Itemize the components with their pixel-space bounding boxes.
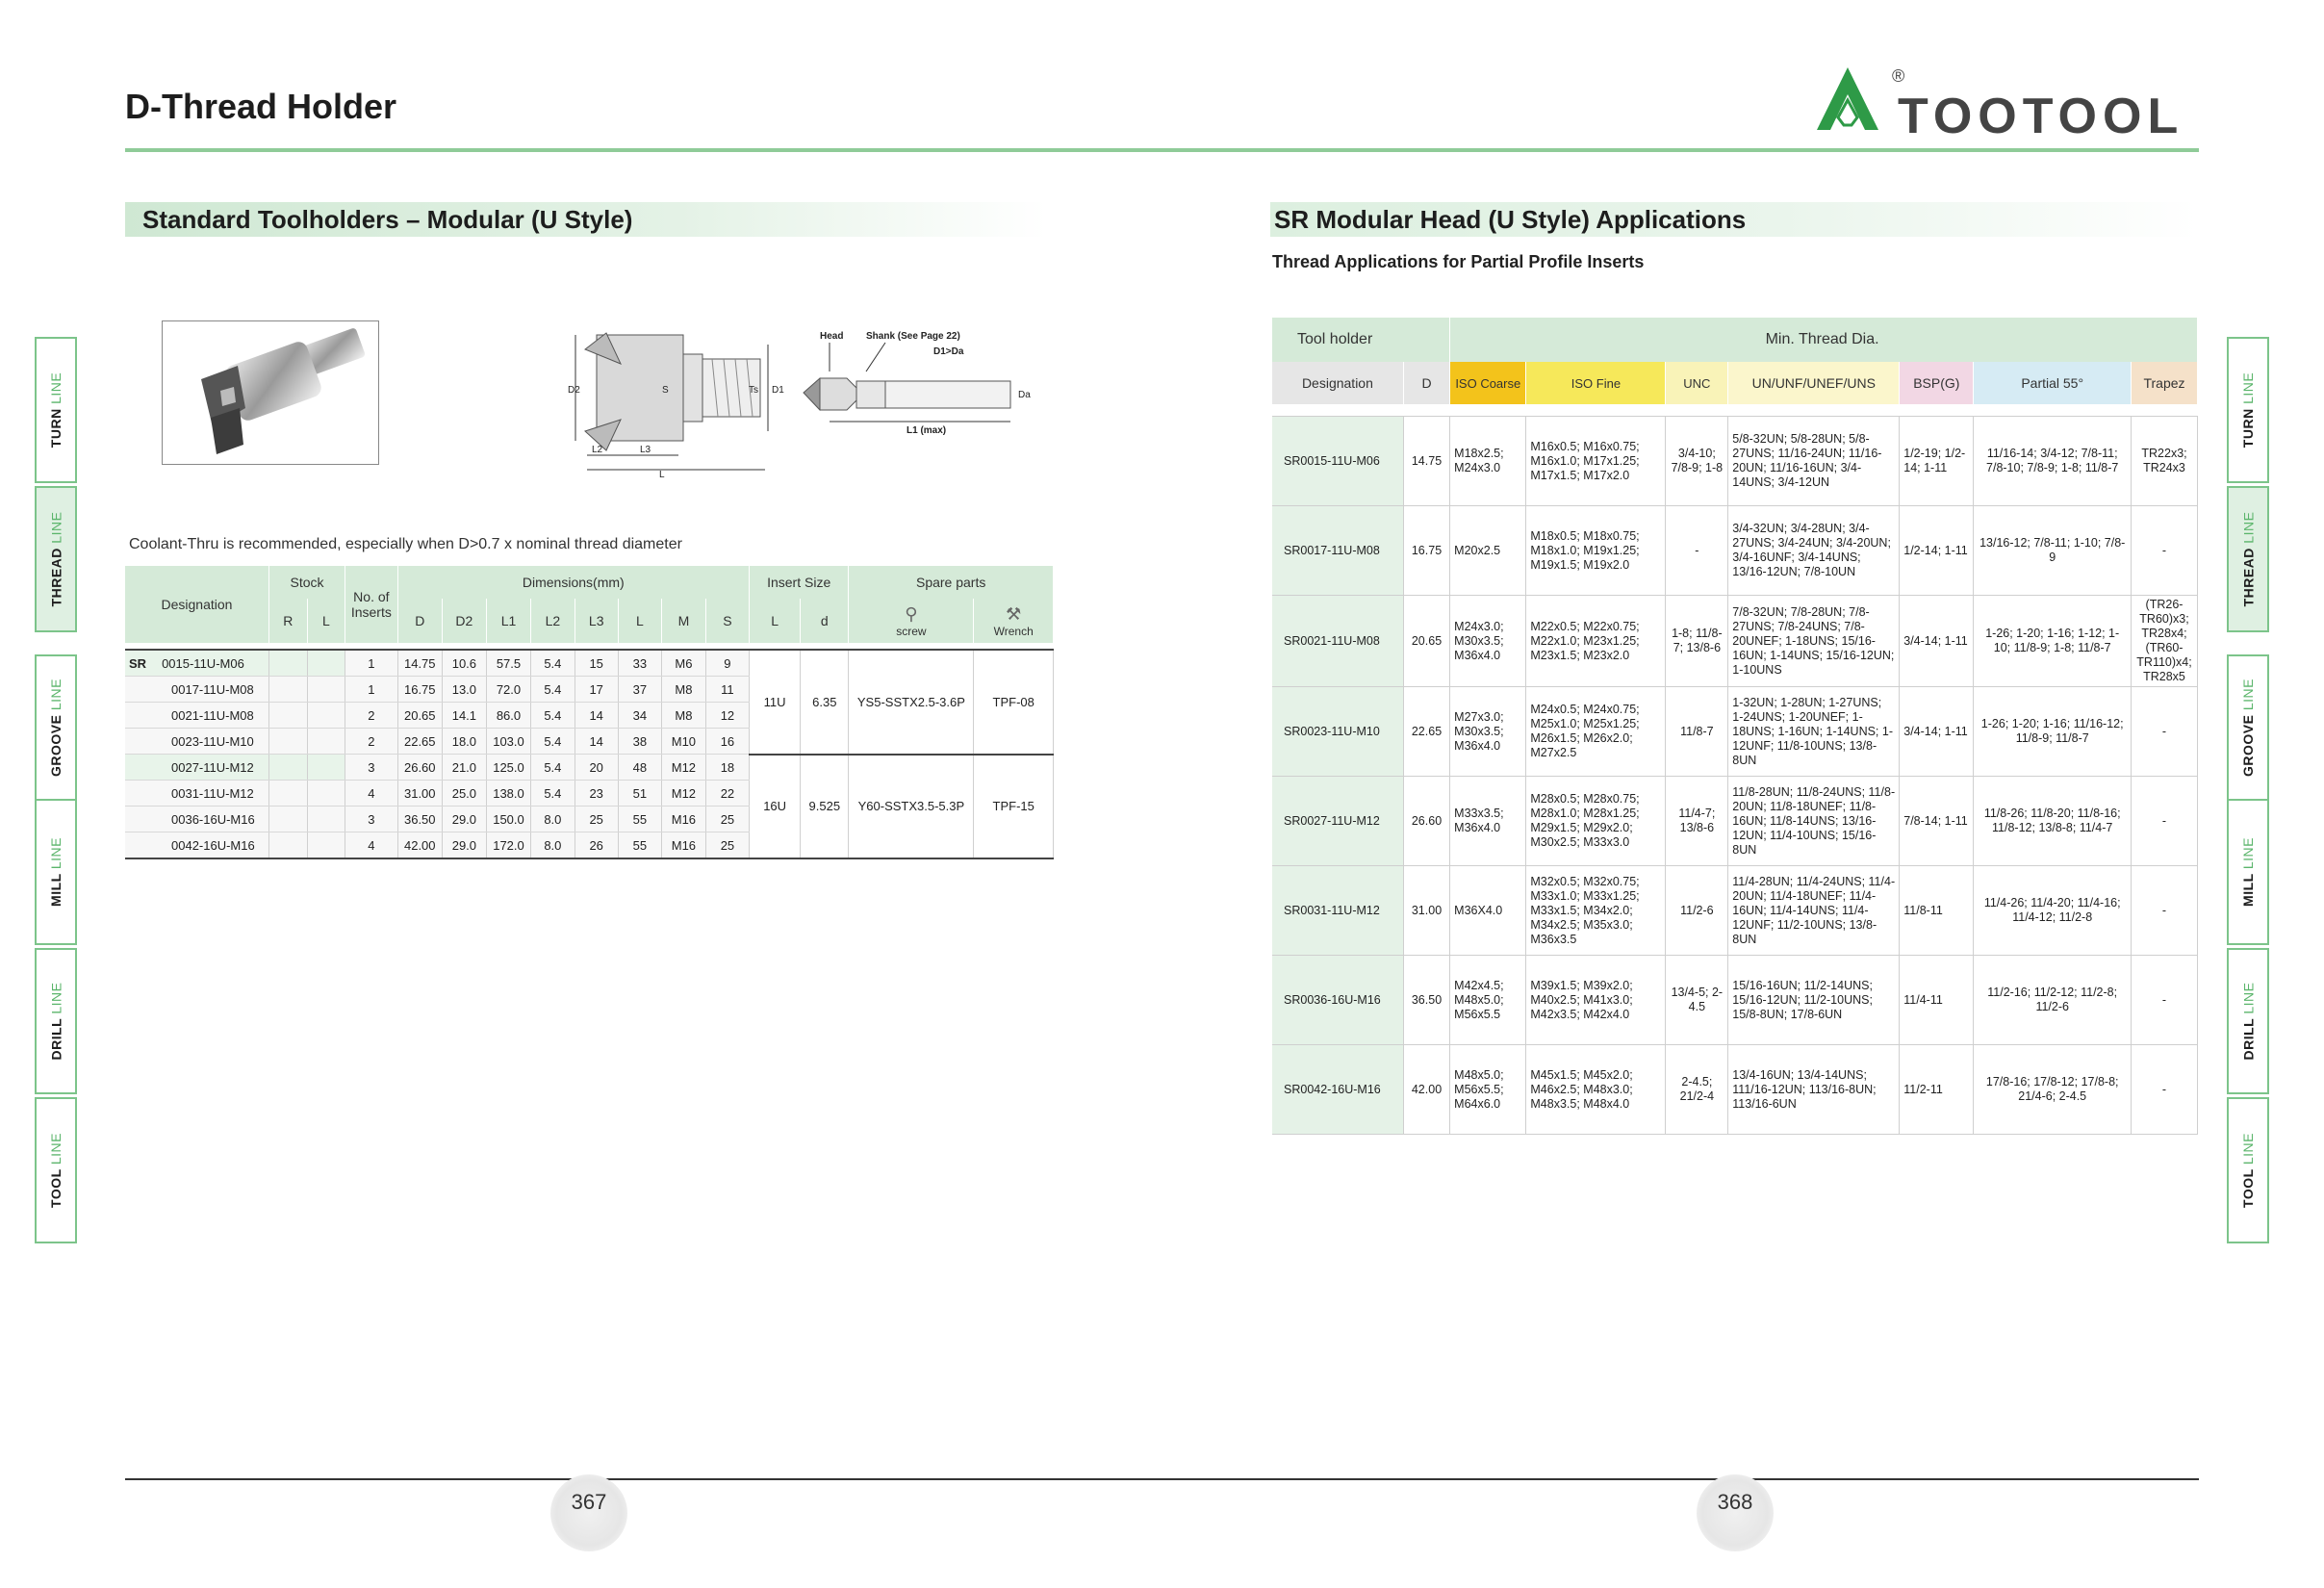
app-unc-cell: 11/4-7; 13/8-6 [1666, 777, 1728, 866]
app-fine-cell: M39x1.5; M39x2.0; M40x2.5; M41x3.0; M42x3.5; M42x4.0 [1526, 956, 1666, 1045]
app-fine-cell: M45x1.5; M45x2.0; M46x2.5; M48x3.0; M48x3.5; M48x4.0 [1526, 1045, 1666, 1135]
coolant-note: Coolant-Thru is recommended, especially when D>0.7 x nominal thread diameter [129, 536, 682, 552]
app-un-cell: 15/16-16UN; 11/2-14UNS; 15/16-12UN; 11/2-10UNS; 15/8-8UN; 17/8-6UN [1728, 956, 1900, 1045]
dim-cell: 18 [705, 755, 749, 781]
dim-cell: 31.00 [397, 781, 442, 807]
app-D-cell: 16.75 [1403, 506, 1449, 596]
wrench-icon: ⚒ [1006, 603, 1022, 624]
side-tab-mill[interactable]: MILL LINE [2227, 799, 2269, 945]
stock-l-cell [307, 781, 345, 807]
insert-l-cell: 11U [750, 650, 801, 755]
dim-cell: 10.6 [442, 650, 486, 677]
wrench-cell: TPF-08 [974, 650, 1054, 755]
col-app-designation: Designation [1272, 362, 1403, 404]
dim-cell: 14 [575, 703, 618, 729]
col-inserts: No. of Inserts [345, 566, 397, 643]
app-bsp-cell: 7/8-14; 1-11 [1900, 777, 1974, 866]
app-des-cell: SR0027-11U-M12 [1272, 777, 1403, 866]
dim-cell: 22.65 [397, 729, 442, 755]
designation-cell: 0042-16U-M16 [125, 832, 268, 859]
brand-logo [1809, 58, 2204, 149]
dim-cell: 25.0 [442, 781, 486, 807]
dim-cell: M10 [661, 729, 705, 755]
stock-l-cell [307, 677, 345, 703]
dim-cell: 20.65 [397, 703, 442, 729]
table-row [125, 755, 1054, 781]
dim-cell: 13.0 [442, 677, 486, 703]
dim-cell: 57.5 [486, 650, 530, 677]
app-trapez-cell: TR22x3; TR24x3 [2132, 417, 2198, 506]
svg-text:Da: Da [1018, 390, 1031, 400]
right-section-title: SR Modular Head (U Style) Applications [1270, 202, 2198, 237]
app-un-cell: 13/4-16UN; 13/4-14UNS; 111/16-12UN; 113/16-8UN; 113/16-6UN [1728, 1045, 1900, 1135]
svg-text:Head: Head [820, 331, 844, 342]
app-partial-cell: 11/8-26; 11/8-20; 11/8-16; 11/8-12; 13/8-8; 11/4-7 [1974, 777, 2132, 866]
toolholder-photo [162, 320, 379, 465]
dim-cell: 172.0 [486, 832, 530, 859]
inserts-cell: 1 [345, 650, 397, 677]
dim-cell: 5.4 [531, 703, 575, 729]
stock-r-cell [268, 729, 307, 755]
side-tab-groove[interactable]: GROOVE LINE [35, 654, 77, 801]
col-stock-l: L [307, 599, 345, 643]
app-unc-cell: 2-4.5; 21/2-4 [1666, 1045, 1728, 1135]
dim-cell: 5.4 [531, 781, 575, 807]
dim-cell: 34 [618, 703, 661, 729]
svg-text:Ts: Ts [749, 385, 758, 396]
dim-cell: 86.0 [486, 703, 530, 729]
col-toolholder: Tool holder [1272, 318, 1450, 362]
wrench-cell: TPF-15 [974, 755, 1054, 859]
dim-cell: 21.0 [442, 755, 486, 781]
col-insert-size: Insert Size [750, 566, 849, 599]
col-stock-r: R [268, 599, 307, 643]
col-dim-l: L [618, 599, 661, 643]
designation-cell: 0031-11U-M12 [125, 781, 268, 807]
col-spare-parts: Spare parts [849, 566, 1054, 599]
col-ins-d: d [801, 599, 849, 643]
side-tab-drill[interactable]: DRILL LINE [2227, 948, 2269, 1094]
table-row [1272, 596, 2198, 687]
app-bsp-cell: 3/4-14; 1-11 [1900, 687, 1974, 777]
svg-text:L1 (max): L1 (max) [907, 425, 947, 436]
col-dim-l2: L2 [531, 599, 575, 643]
inserts-cell: 1 [345, 677, 397, 703]
dim-cell: 20 [575, 755, 618, 781]
app-unc-cell: 3/4-10; 7/8-9; 1-8 [1666, 417, 1728, 506]
dim-cell: 72.0 [486, 677, 530, 703]
app-trapez-cell: (TR26-TR60)x3; TR28x4; (TR60-TR110)x4; TR28x5 [2132, 596, 2198, 687]
dim-cell: 25 [705, 807, 749, 832]
table-row [1272, 956, 2198, 1045]
svg-text:®: ® [1892, 66, 1905, 86]
screw-cell: Y60-SSTX3.5-5.3P [849, 755, 974, 859]
designation-cell: 0036-16U-M16 [125, 807, 268, 832]
dim-cell: M8 [661, 677, 705, 703]
side-tab-drill[interactable]: DRILL LINE [35, 948, 77, 1094]
app-trapez-cell: - [2132, 687, 2198, 777]
app-trapez-cell: - [2132, 956, 2198, 1045]
dim-cell: 29.0 [442, 807, 486, 832]
dim-cell: M16 [661, 807, 705, 832]
dim-cell: 18.0 [442, 729, 486, 755]
app-partial-cell: 1-26; 1-20; 1-16; 11/16-12; 11/8-9; 11/8-7 [1974, 687, 2132, 777]
footer-divider [125, 1478, 2199, 1480]
app-des-cell: SR0017-11U-M08 [1272, 506, 1403, 596]
app-partial-cell: 11/4-26; 11/4-20; 11/4-16; 11/4-12; 11/2-8 [1974, 866, 2132, 956]
app-bsp-cell: 11/2-11 [1900, 1045, 1974, 1135]
side-tab-tool[interactable]: TOOL LINE [2227, 1097, 2269, 1243]
app-D-cell: 31.00 [1403, 866, 1449, 956]
app-fine-cell: M32x0.5; M32x0.75; M33x1.0; M33x1.25; M33x1.5; M34x2.0; M34x2.5; M35x3.0; M36x3.5 [1526, 866, 1666, 956]
designation-cell: 0023-11U-M10 [125, 729, 268, 755]
col-iso-fine: ISO Fine [1526, 362, 1666, 404]
dim-cell: 14.75 [397, 650, 442, 677]
app-unc-cell: - [1666, 506, 1728, 596]
app-fine-cell: M24x0.5; M24x0.75; M25x1.0; M25x1.25; M26x1.5; M26x2.0; M27x2.5 [1526, 687, 1666, 777]
col-dim-d: D [397, 599, 442, 643]
dim-cell: 33 [618, 650, 661, 677]
app-des-cell: SR0015-11U-M06 [1272, 417, 1403, 506]
app-un-cell: 11/8-28UN; 11/8-24UNS; 11/8-20UN; 11/8-18UNEF; 11/8-16UN; 11/8-14UNS; 13/16-12UN; 11/4-10UNS; 15/16-8UN [1728, 777, 1900, 866]
dim-cell: 11 [705, 677, 749, 703]
dim-cell: 5.4 [531, 650, 575, 677]
app-trapez-cell: - [2132, 866, 2198, 956]
app-partial-cell: 11/2-16; 11/2-12; 11/2-8; 11/2-6 [1974, 956, 2132, 1045]
app-fine-cell: M16x0.5; M16x0.75; M16x1.0; M17x1.25; M17x1.5; M17x2.0 [1526, 417, 1666, 506]
stock-l-cell [307, 703, 345, 729]
col-dim-d2: D2 [442, 599, 486, 643]
col-ins-l: L [750, 599, 801, 643]
app-des-cell: SR0023-11U-M10 [1272, 687, 1403, 777]
table-row [1272, 866, 2198, 956]
inserts-cell: 4 [345, 832, 397, 859]
col-iso-coarse: ISO Coarse [1450, 362, 1526, 404]
toolholder-spec-table [125, 566, 1054, 859]
dim-cell: 55 [618, 807, 661, 832]
dim-cell: M8 [661, 703, 705, 729]
inserts-cell: 3 [345, 807, 397, 832]
col-dim-l3: L3 [575, 599, 618, 643]
app-trapez-cell: - [2132, 506, 2198, 596]
app-des-cell: SR0042-16U-M16 [1272, 1045, 1403, 1135]
dim-cell: M6 [661, 650, 705, 677]
app-trapez-cell: - [2132, 1045, 2198, 1135]
side-tab-groove[interactable]: GROOVE LINE [2227, 654, 2269, 801]
stock-l-cell [307, 832, 345, 859]
side-tab-thread[interactable]: THREAD LINE [2227, 486, 2269, 632]
app-fine-cell: M28x0.5; M28x0.75; M28x1.0; M28x1.25; M29x1.5; M29x2.0; M30x2.5; M33x3.0 [1526, 777, 1666, 866]
app-coarse-cell: M36X4.0 [1450, 866, 1526, 956]
app-unc-cell: 11/2-6 [1666, 866, 1728, 956]
app-D-cell: 42.00 [1403, 1045, 1449, 1135]
insert-l-cell: 16U [750, 755, 801, 859]
dim-cell: 55 [618, 832, 661, 859]
insert-d-cell: 6.35 [801, 650, 849, 755]
app-coarse-cell: M48x5.0; M56x5.5; M64x6.0 [1450, 1045, 1526, 1135]
dim-cell: 12 [705, 703, 749, 729]
dim-cell: 5.4 [531, 677, 575, 703]
app-D-cell: 22.65 [1403, 687, 1449, 777]
side-tab-tool[interactable]: TOOL LINE [35, 1097, 77, 1243]
app-coarse-cell: M18x2.5; M24x3.0 [1450, 417, 1526, 506]
app-partial-cell: 1-26; 1-20; 1-16; 1-12; 1-10; 11/8-9; 1-8; 11/8-7 [1974, 596, 2132, 687]
side-tab-mill[interactable]: MILL LINE [35, 799, 77, 945]
app-un-cell: 3/4-32UN; 3/4-28UN; 3/4-27UNS; 3/4-24UN; 3/4-20UN; 3/4-16UNF; 3/4-14UNS; 13/16-12UN; 7/8-10UN [1728, 506, 1900, 596]
dim-cell: 48 [618, 755, 661, 781]
stock-l-cell [307, 729, 345, 755]
dim-cell: 36.50 [397, 807, 442, 832]
col-un: UN/UNF/UNEF/UNS [1728, 362, 1900, 404]
col-dim-l1: L1 [486, 599, 530, 643]
dim-cell: M12 [661, 755, 705, 781]
dim-cell: 16 [705, 729, 749, 755]
dim-cell: 26.60 [397, 755, 442, 781]
col-unc: UNC [1666, 362, 1728, 404]
inserts-cell: 2 [345, 729, 397, 755]
stock-r-cell [268, 755, 307, 781]
svg-text:D1>Da: D1>Da [933, 346, 964, 357]
stock-l-cell [307, 755, 345, 781]
dim-cell: M12 [661, 781, 705, 807]
app-partial-cell: 17/8-16; 17/8-12; 17/8-8; 21/4-6; 2-4.5 [1974, 1045, 2132, 1135]
side-tab-turn[interactable]: TURN LINE [2227, 337, 2269, 483]
col-trapez: Trapez [2132, 362, 2198, 404]
designation-cell: SR 0015-11U-M06 [125, 650, 268, 677]
dim-cell: 37 [618, 677, 661, 703]
app-partial-cell: 13/16-12; 7/8-11; 1-10; 7/8-9 [1974, 506, 2132, 596]
svg-text:D1: D1 [772, 385, 784, 396]
table-row [1272, 687, 2198, 777]
app-un-cell: 1-32UN; 1-28UN; 1-27UNS; 1-24UNS; 1-20UNEF; 1-18UNS; 1-16UN; 1-14UNS; 1-12UNF; 11/8-10UNS; 13/8-8UN [1728, 687, 1900, 777]
dim-cell: 25 [705, 832, 749, 859]
app-fine-cell: M22x0.5; M22x0.75; M22x1.0; M23x1.25; M23x1.5; M23x2.0 [1526, 596, 1666, 687]
col-partial: Partial 55° [1974, 362, 2132, 404]
dim-cell: 14 [575, 729, 618, 755]
designation-cell: 0021-11U-M08 [125, 703, 268, 729]
svg-text:L2: L2 [592, 445, 603, 455]
svg-text:S: S [662, 385, 669, 396]
app-coarse-cell: M20x2.5 [1450, 506, 1526, 596]
col-wrench: ⚒ Wrench [974, 599, 1054, 643]
inserts-cell: 4 [345, 781, 397, 807]
stock-r-cell [268, 703, 307, 729]
app-unc-cell: 1-8; 11/8-7; 13/8-6 [1666, 596, 1728, 687]
dim-cell: 103.0 [486, 729, 530, 755]
page-title: D-Thread Holder [125, 87, 397, 126]
stock-r-cell [268, 807, 307, 832]
dim-cell: 14.1 [442, 703, 486, 729]
dim-cell: 22 [705, 781, 749, 807]
col-dimensions: Dimensions(mm) [397, 566, 749, 599]
inserts-cell: 3 [345, 755, 397, 781]
dim-cell: 125.0 [486, 755, 530, 781]
app-des-cell: SR0021-11U-M08 [1272, 596, 1403, 687]
svg-text:TOOTOOL: TOOTOOL [1898, 89, 2184, 144]
svg-text:Shank (See Page 22): Shank (See Page 22) [866, 331, 960, 342]
side-tab-turn[interactable]: TURN LINE [35, 337, 77, 483]
stock-r-cell [268, 650, 307, 677]
dim-cell: 16.75 [397, 677, 442, 703]
app-bsp-cell: 1/2-14; 1-11 [1900, 506, 1974, 596]
dim-cell: 23 [575, 781, 618, 807]
col-app-d: D [1403, 362, 1449, 404]
app-bsp-cell: 11/8-11 [1900, 866, 1974, 956]
app-bsp-cell: 1/2-19; 1/2-14; 1-11 [1900, 417, 1974, 506]
page-number-right: 368 [1697, 1474, 1774, 1551]
col-dim-m: M [661, 599, 705, 643]
table-row [1272, 1045, 2198, 1135]
app-partial-cell: 11/16-14; 3/4-12; 7/8-11; 7/8-10; 7/8-9; 1-8; 11/8-7 [1974, 417, 2132, 506]
dim-cell: 51 [618, 781, 661, 807]
app-unc-cell: 13/4-5; 2-4.5 [1666, 956, 1728, 1045]
table-row [125, 650, 1054, 677]
app-trapez-cell: - [2132, 777, 2198, 866]
dim-cell: 8.0 [531, 807, 575, 832]
dim-cell: 26 [575, 832, 618, 859]
side-tab-thread[interactable]: THREAD LINE [35, 486, 77, 632]
col-dim-s: S [705, 599, 749, 643]
svg-text:L: L [659, 470, 665, 479]
designation-cell: 0027-11U-M12 [125, 755, 268, 781]
table-row [1272, 506, 2198, 596]
app-D-cell: 36.50 [1403, 956, 1449, 1045]
app-un-cell: 7/8-32UN; 7/8-28UN; 7/8-27UNS; 7/8-24UNS; 7/8-20UNEF; 1-18UNS; 15/16-16UN; 1-14UNS; 15/16-12UN; 1-10UNS [1728, 596, 1900, 687]
insert-d-cell: 9.525 [801, 755, 849, 859]
table-row [1272, 417, 2198, 506]
app-D-cell: 14.75 [1403, 417, 1449, 506]
app-bsp-cell: 11/4-11 [1900, 956, 1974, 1045]
table-row [1272, 777, 2198, 866]
designation-cell: 0017-11U-M08 [125, 677, 268, 703]
technical-drawing [568, 325, 1039, 479]
dim-cell: 138.0 [486, 781, 530, 807]
stock-r-cell [268, 677, 307, 703]
dim-cell: 5.4 [531, 729, 575, 755]
col-min-thread: Min. Thread Dia. [1450, 318, 2198, 362]
col-designation: Designation [125, 566, 268, 643]
dim-cell: 9 [705, 650, 749, 677]
app-unc-cell: 11/8-7 [1666, 687, 1728, 777]
col-bsp: BSP(G) [1900, 362, 1974, 404]
app-coarse-cell: M27x3.0; M30x3.5; M36x4.0 [1450, 687, 1526, 777]
app-D-cell: 26.60 [1403, 777, 1449, 866]
dim-cell: 8.0 [531, 832, 575, 859]
col-screw: ⚲ screw [849, 599, 974, 643]
screw-cell: YS5-SSTX2.5-3.6P [849, 650, 974, 755]
app-coarse-cell: M42x4.5; M48x5.0; M56x5.5 [1450, 956, 1526, 1045]
right-subtitle: Thread Applications for Partial Profile Inserts [1272, 252, 1645, 271]
stock-r-cell [268, 832, 307, 859]
stock-r-cell [268, 781, 307, 807]
page-number-left: 367 [550, 1474, 627, 1551]
col-stock: Stock [268, 566, 345, 599]
dim-cell: 42.00 [397, 832, 442, 859]
applications-table [1272, 318, 2198, 1135]
stock-l-cell [307, 650, 345, 677]
app-coarse-cell: M33x3.5; M36x4.0 [1450, 777, 1526, 866]
screw-icon: ⚲ [905, 603, 918, 624]
app-coarse-cell: M24x3.0; M30x3.5; M36x4.0 [1450, 596, 1526, 687]
app-un-cell: 11/4-28UN; 11/4-24UNS; 11/4-20UN; 11/4-18UNEF; 11/4-16UN; 11/4-14UNS; 11/4-12UNF; 11/2-10UNS; 13/8-8UN [1728, 866, 1900, 956]
stock-l-cell [307, 807, 345, 832]
dim-cell: 17 [575, 677, 618, 703]
app-fine-cell: M18x0.5; M18x0.75; M18x1.0; M19x1.25; M19x1.5; M19x2.0 [1526, 506, 1666, 596]
svg-text:D2: D2 [568, 385, 580, 396]
app-un-cell: 5/8-32UN; 5/8-28UN; 5/8-27UNS; 11/16-24UN; 11/16-20UN; 11/16-16UN; 3/4-14UNS; 3/4-12UN [1728, 417, 1900, 506]
app-D-cell: 20.65 [1403, 596, 1449, 687]
dim-cell: 25 [575, 807, 618, 832]
app-des-cell: SR0036-16U-M16 [1272, 956, 1403, 1045]
dim-cell: 5.4 [531, 755, 575, 781]
dim-cell: 150.0 [486, 807, 530, 832]
app-des-cell: SR0031-11U-M12 [1272, 866, 1403, 956]
dim-cell: 15 [575, 650, 618, 677]
inserts-cell: 2 [345, 703, 397, 729]
left-section-title: Standard Toolholders – Modular (U Style) [125, 202, 1047, 237]
app-bsp-cell: 3/4-14; 1-11 [1900, 596, 1974, 687]
dim-cell: M16 [661, 832, 705, 859]
dim-cell: 38 [618, 729, 661, 755]
svg-text:L3: L3 [640, 445, 651, 455]
dim-cell: 29.0 [442, 832, 486, 859]
